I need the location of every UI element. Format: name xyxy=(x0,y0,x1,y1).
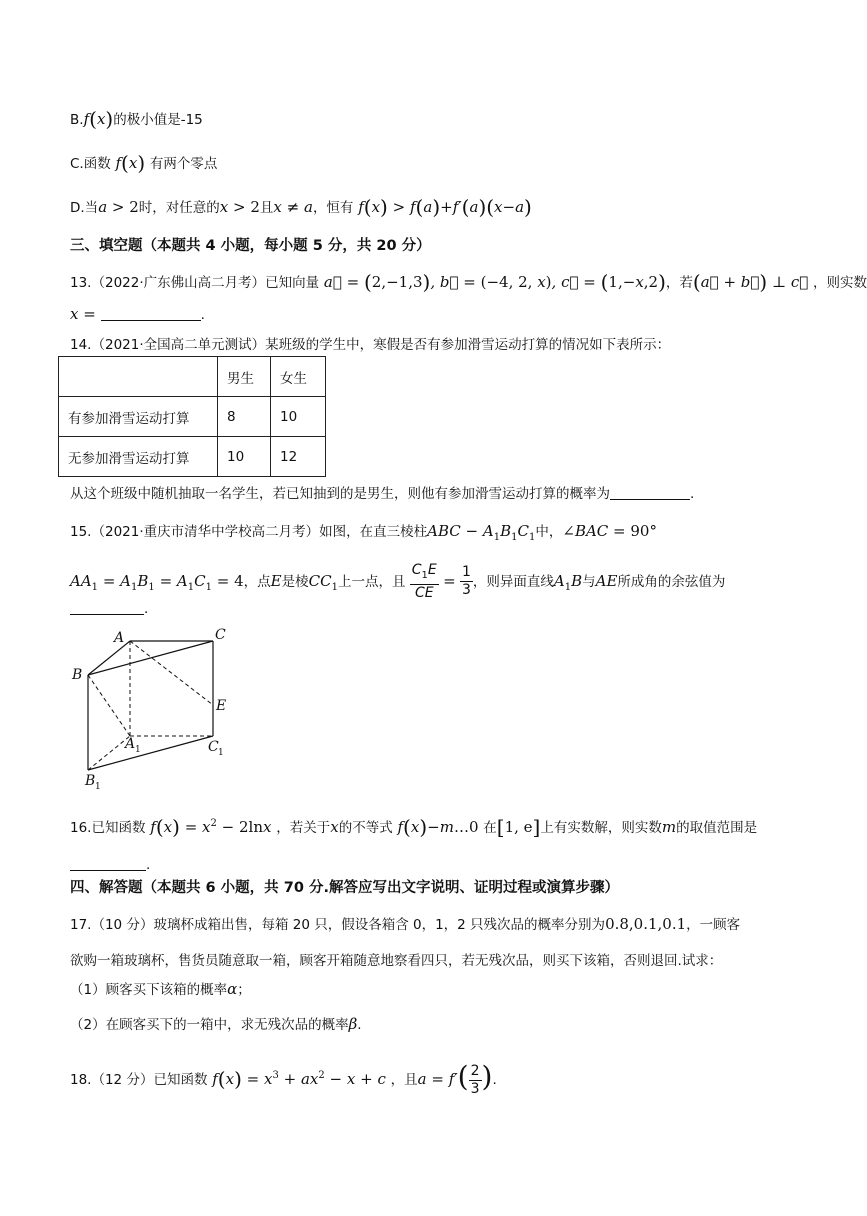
table-cell: 10 xyxy=(271,397,326,437)
one-third-fraction: $\frac{1}{3}$ xyxy=(461,564,471,599)
table-header-female: 女生 xyxy=(271,357,326,397)
answer-blank[interactable] xyxy=(70,600,144,615)
section-4-heading: 四、解答题（本题共 6 小题，共 70 分.解答应写出文字说明、证明过程或演算步骤） xyxy=(70,880,619,896)
probabilities: 0.8,0.1,0.1 xyxy=(605,915,687,933)
inequality-q16: f(x)−m…0 xyxy=(392,815,479,839)
table-cell: 无参加滑雪运动打算 xyxy=(59,437,218,477)
section-3-heading: 三、填空题（本题共 4 小题，每小题 5 分，共 20 分） xyxy=(70,238,431,254)
label-a1: A xyxy=(125,736,136,752)
answer-blank[interactable] xyxy=(101,306,201,321)
option-c: C.函数 f(x) 有两个零点 xyxy=(70,151,218,175)
table-cell: 8 xyxy=(218,397,271,437)
table-cell: 12 xyxy=(271,437,326,477)
question-15-answer-line: . xyxy=(70,600,148,617)
label-e: E xyxy=(216,698,227,714)
question-17-line2: 欲购一箱玻璃杯，售货员随意取一箱，顾客开箱随意地察看四只，若无残次品，则买下该箱，否则退回.试求： xyxy=(70,953,723,969)
fx-expr: f(x) xyxy=(83,107,114,131)
label-c1: C xyxy=(208,739,219,755)
table-cell: 有参加滑雪运动打算 xyxy=(59,397,218,437)
ratio-fraction: $\frac{C_1E}{CE}$ xyxy=(411,562,437,601)
perpendicular-expr: (a⃗ + b⃗) ⊥ c⃗ xyxy=(692,270,814,294)
option-b: B.f(x)的极小值是-15 xyxy=(70,107,203,131)
prism-diagram xyxy=(70,625,240,795)
answer-blank[interactable] xyxy=(610,485,690,500)
fx-expr: f(x) xyxy=(110,151,146,175)
question-14: 14.（2021·全国高二单元测试）某班级的学生中，寒假是否有参加滑雪运动打算的情况如下表所示： xyxy=(70,337,671,353)
label-b: B xyxy=(72,667,83,683)
question-18: 18.（12 分）已知函数 $f(x) = x^3 + ax^2 - x + c$ ，且a = f′( $\frac{2}{3}$ ). xyxy=(70,1060,497,1097)
answer-blank[interactable] xyxy=(70,856,146,871)
question-17-line1: 17.（10 分）玻璃杯成箱出售，每箱 20 只，假设各箱含 0，1，2 只残次品的概率分别为0.8,0.1,0.1，一顾客 xyxy=(70,915,741,933)
survey-table xyxy=(58,356,326,477)
prism-name: ABC − $A_1B_1C_1$ xyxy=(427,522,536,543)
vectors-expr: a⃗ = (2,−1,3), b⃗ = (−4, 2, x), c⃗ = (1,−x,2) xyxy=(319,270,666,294)
label-c1-sub: 1 xyxy=(218,748,224,758)
angle-expr: ∠BAC = 90° xyxy=(562,522,657,540)
question-17-part1: （1）顾客买下该箱的概率α； xyxy=(70,980,251,998)
table-cell: 10 xyxy=(218,437,271,477)
fx-cubic: $f(x) = x^3 + ax^2 - x + c$ xyxy=(207,1067,391,1091)
table-row xyxy=(59,437,326,477)
label-a1-sub: 1 xyxy=(135,745,141,755)
table-header-male: 男生 xyxy=(218,357,271,397)
question-14-after: 从这个班级中随机抽取一名学生，若已知抽到的是男生，则他有参加滑雪运动打算的概率为 . xyxy=(70,486,695,502)
question-16: 16.已知函数 $f(x) = x^2 - 2\ln x$ ，若关于x的不等式 f(x)−m…0 在[1, e]上有实数解，则实数m的取值范围是 xyxy=(70,815,758,839)
segment-a1b xyxy=(88,675,130,736)
a-definition: a = f′( xyxy=(417,1060,469,1093)
edge-bc xyxy=(88,641,213,675)
option-d: D.当a > 2时，对任意的x > 2且x ≠ a，恒有 f(x) > f(a)+f′(a)(x−a) xyxy=(70,195,532,219)
table-row xyxy=(59,397,326,437)
label-a: A xyxy=(114,630,125,646)
label-c: C xyxy=(215,627,226,643)
interval: [1, e] xyxy=(496,815,541,839)
label-b1: B xyxy=(85,773,96,789)
table-cell xyxy=(59,357,218,397)
inequality-d: f(x) > f(a)+f′(a)(x−a) xyxy=(353,195,532,219)
question-15-line2: $AA_1 = A_1B_1 = A_1C_1 = 4$，点E是棱$CC_1$上一点，且 $\frac{C_1E}{CE}$ = $\frac{1}{3}$ ，则异面直线$A_1B$与AE所成角的余弦值为 xyxy=(70,562,726,601)
question-17-part2: （2）在顾客买下的一箱中，求无残次品的概率β. xyxy=(70,1015,362,1033)
question-15: 15.（2021·重庆市清华中学校高二月考）如图，在直三棱柱ABC − $A_1B_1C_1$中，∠BAC = 90° xyxy=(70,522,657,543)
question-13: 13.（2022·广东佛山高二月考）已知向量 a⃗ = (2,−1,3), b⃗ = (−4, 2, x), c⃗ = (1,−x,2)，若(a⃗ + b⃗) ⊥ c⃗ ，则实数 xyxy=(70,270,867,294)
segment-ae xyxy=(130,641,213,705)
table-row xyxy=(59,357,326,397)
fx-definition: $f(x) = x^2 - 2\ln x$ xyxy=(145,815,277,839)
edge-b1c1 xyxy=(88,736,213,770)
edges-expr: $AA_1 = A_1B_1 = A_1C_1 = 4$ xyxy=(70,571,244,593)
question-16-answer-line: . xyxy=(70,856,150,873)
label-b1-sub: 1 xyxy=(95,782,101,792)
question-13-answer-line: x = . xyxy=(70,305,205,323)
